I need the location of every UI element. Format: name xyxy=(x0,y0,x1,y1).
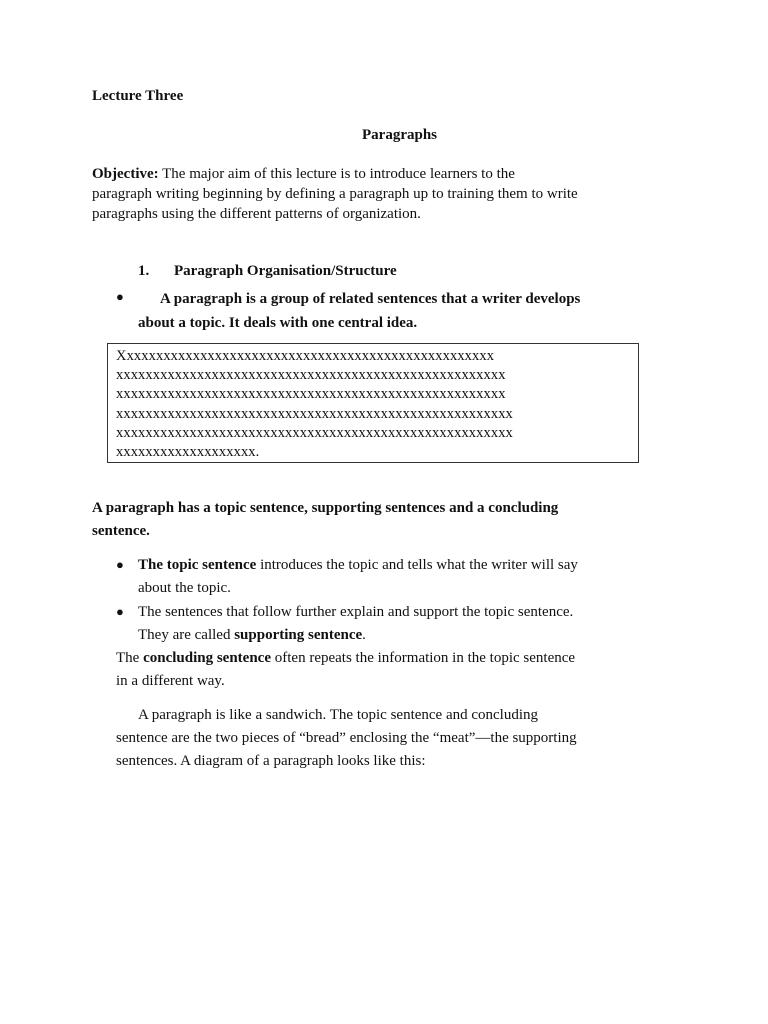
topic-line-1: introduces the topic and tells what the writer will say xyxy=(256,557,578,573)
section-number: 1. xyxy=(138,263,150,279)
definition-line-1: A paragraph is a group of related sentences that a writer develops xyxy=(160,291,581,307)
objective-paragraph xyxy=(92,164,676,224)
objective-line-3: paragraphs using the different patterns of organization. xyxy=(92,206,421,222)
concluding-sentence-paragraph xyxy=(116,647,676,693)
topic-sentence-term: The topic sentence xyxy=(138,557,257,573)
placeholder-text-box xyxy=(107,343,639,463)
supporting-sentence-bullet xyxy=(138,601,678,647)
placeholder-line: xxxxxxxxxxxxxxxxxxxxxxxxxxxxxxxxxxxxxxxxxxxxxxxxxxxxxx xyxy=(116,405,513,422)
placeholder-line: xxxxxxxxxxxxxxxxxxx. xyxy=(116,444,260,461)
sandwich-line-2: sentence are the two pieces of “bread” enclosing the “meat”—the supporting xyxy=(116,730,577,746)
bullet-icon: ● xyxy=(116,557,124,572)
definition-line-2: about a topic. It deals with one central idea. xyxy=(138,315,418,331)
concluding-sentence-term: concluding sentence xyxy=(143,650,271,666)
sandwich-paragraph xyxy=(116,704,676,773)
placeholder-line: Xxxxxxxxxxxxxxxxxxxxxxxxxxxxxxxxxxxxxxxxxxxxxxxxxxx xyxy=(116,348,495,364)
supporting-sentence-term: supporting sentence xyxy=(234,627,363,643)
definition-bullet xyxy=(138,287,678,335)
components-intro xyxy=(92,497,676,543)
supporting-line-2-suffix: . xyxy=(362,627,366,643)
section-heading xyxy=(138,263,397,280)
objective-line-2: paragraph writing beginning by defining a paragraph up to training them to write xyxy=(92,186,578,202)
objective-line-1: The major aim of this lecture is to introduce learners to the xyxy=(162,166,515,182)
concluding-prefix: The xyxy=(116,650,144,666)
supporting-line-2-prefix: They are called xyxy=(138,627,235,643)
placeholder-line: xxxxxxxxxxxxxxxxxxxxxxxxxxxxxxxxxxxxxxxxxxxxxxxxxxxxx xyxy=(116,386,506,403)
bullet-icon: ● xyxy=(116,604,124,619)
objective-label: Objective: xyxy=(92,166,159,182)
components-line-1: A paragraph has a topic sentence, supporting sentences and a concluding xyxy=(92,500,559,516)
supporting-line-1: The sentences that follow further explain and support the topic sentence. xyxy=(138,604,574,620)
bullet-icon: ● xyxy=(116,289,124,304)
lecture-label: Lecture Three xyxy=(92,88,184,104)
sandwich-line-1: A paragraph is like a sandwich. The topic sentence and concluding xyxy=(138,707,539,723)
placeholder-line: xxxxxxxxxxxxxxxxxxxxxxxxxxxxxxxxxxxxxxxxxxxxxxxxxxxxxx xyxy=(116,424,513,441)
placeholder-line: xxxxxxxxxxxxxxxxxxxxxxxxxxxxxxxxxxxxxxxxxxxxxxxxxxxxx xyxy=(116,367,506,384)
concluding-line-1: often repeats the information in the topic sentence xyxy=(271,650,576,666)
section-heading-text: Paragraph Organisation/Structure xyxy=(174,263,397,279)
components-line-2: sentence. xyxy=(92,523,150,539)
page-title: Paragraphs xyxy=(362,127,437,143)
sandwich-line-3: sentences. A diagram of a paragraph looks like this: xyxy=(116,753,426,769)
placeholder-text xyxy=(116,347,636,462)
topic-line-2: about the topic. xyxy=(138,580,231,596)
topic-sentence-bullet xyxy=(138,554,678,600)
concluding-line-2: in a different way. xyxy=(116,673,225,689)
